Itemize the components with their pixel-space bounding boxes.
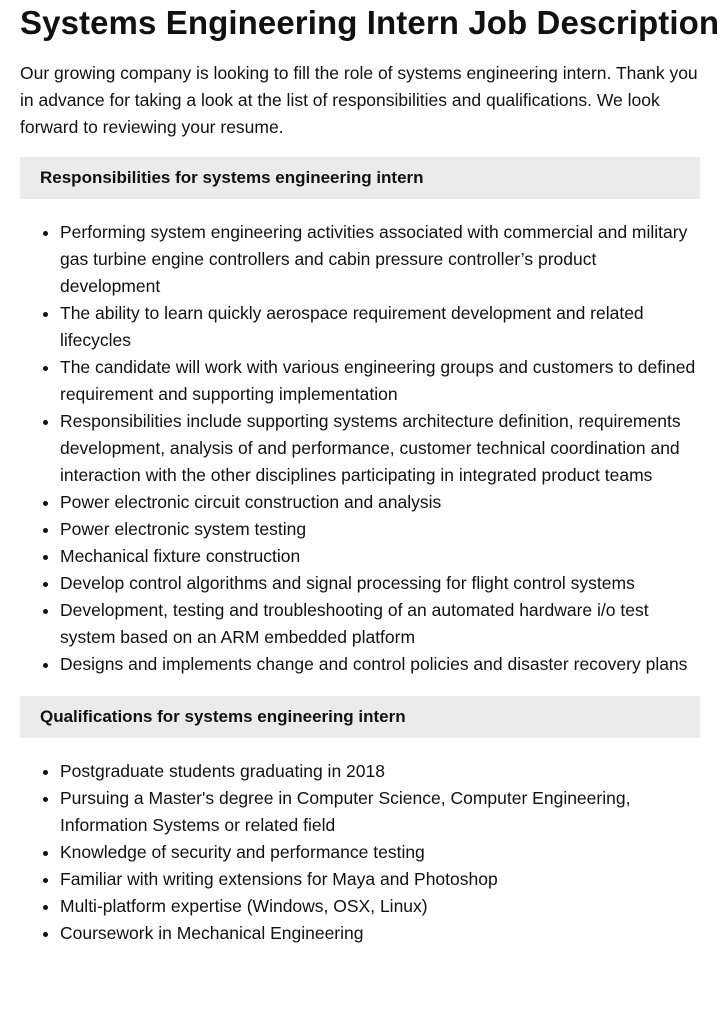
page-title: Systems Engineering Intern Job Description bbox=[20, 4, 720, 41]
responsibilities-heading: Responsibilities for systems engineering intern bbox=[20, 157, 700, 199]
qualifications-list bbox=[20, 758, 700, 947]
list-item: • Power electronic circuit construction and analysis bbox=[60, 489, 700, 516]
list-item: • Power electronic system testing bbox=[60, 516, 700, 543]
list-item: • Develop control algorithms and signal processing for flight control systems bbox=[60, 570, 700, 597]
list-item: • Performing system engineering activities associated with commercial and military gas turbine engine controllers and cabin pressure controller’s product development bbox=[60, 219, 700, 300]
list-item: • Postgraduate students graduating in 2018 bbox=[60, 758, 700, 785]
list-item: • Designs and implements change and control policies and disaster recovery plans bbox=[60, 651, 700, 678]
list-item: • Pursuing a Master's degree in Computer Science, Computer Engineering, Information Systems or related field bbox=[60, 785, 700, 839]
qualifications-heading: Qualifications for systems engineering intern bbox=[20, 696, 700, 738]
list-item: • Knowledge of security and performance testing bbox=[60, 839, 700, 866]
list-item: • The ability to learn quickly aerospace requirement development and related lifecycles bbox=[60, 300, 700, 354]
list-item: • The candidate will work with various engineering groups and customers to defined requirement and supporting implementation bbox=[60, 354, 700, 408]
list-item: • Mechanical fixture construction bbox=[60, 543, 700, 570]
intro-paragraph: Our growing company is looking to fill the role of systems engineering intern. Thank you in advance for taking a look at the list of responsibilities and qualifications. We look forward to reviewing your resume. bbox=[20, 63, 698, 137]
list-item: • Responsibilities include supporting systems architecture definition, requirements development, analysis of and performance, customer technical coordination and interaction with the other disciplines participating in integrated product teams bbox=[60, 408, 700, 489]
list-item: • Coursework in Mechanical Engineering bbox=[60, 920, 700, 947]
list-item: • Development, testing and troubleshooting of an automated hardware i/o test system based on an ARM embedded platform bbox=[60, 597, 700, 651]
responsibilities-list bbox=[20, 219, 700, 678]
list-item: • Familiar with writing extensions for Maya and Photoshop bbox=[60, 866, 700, 893]
list-item: • Multi-platform expertise (Windows, OSX, Linux) bbox=[60, 893, 700, 920]
